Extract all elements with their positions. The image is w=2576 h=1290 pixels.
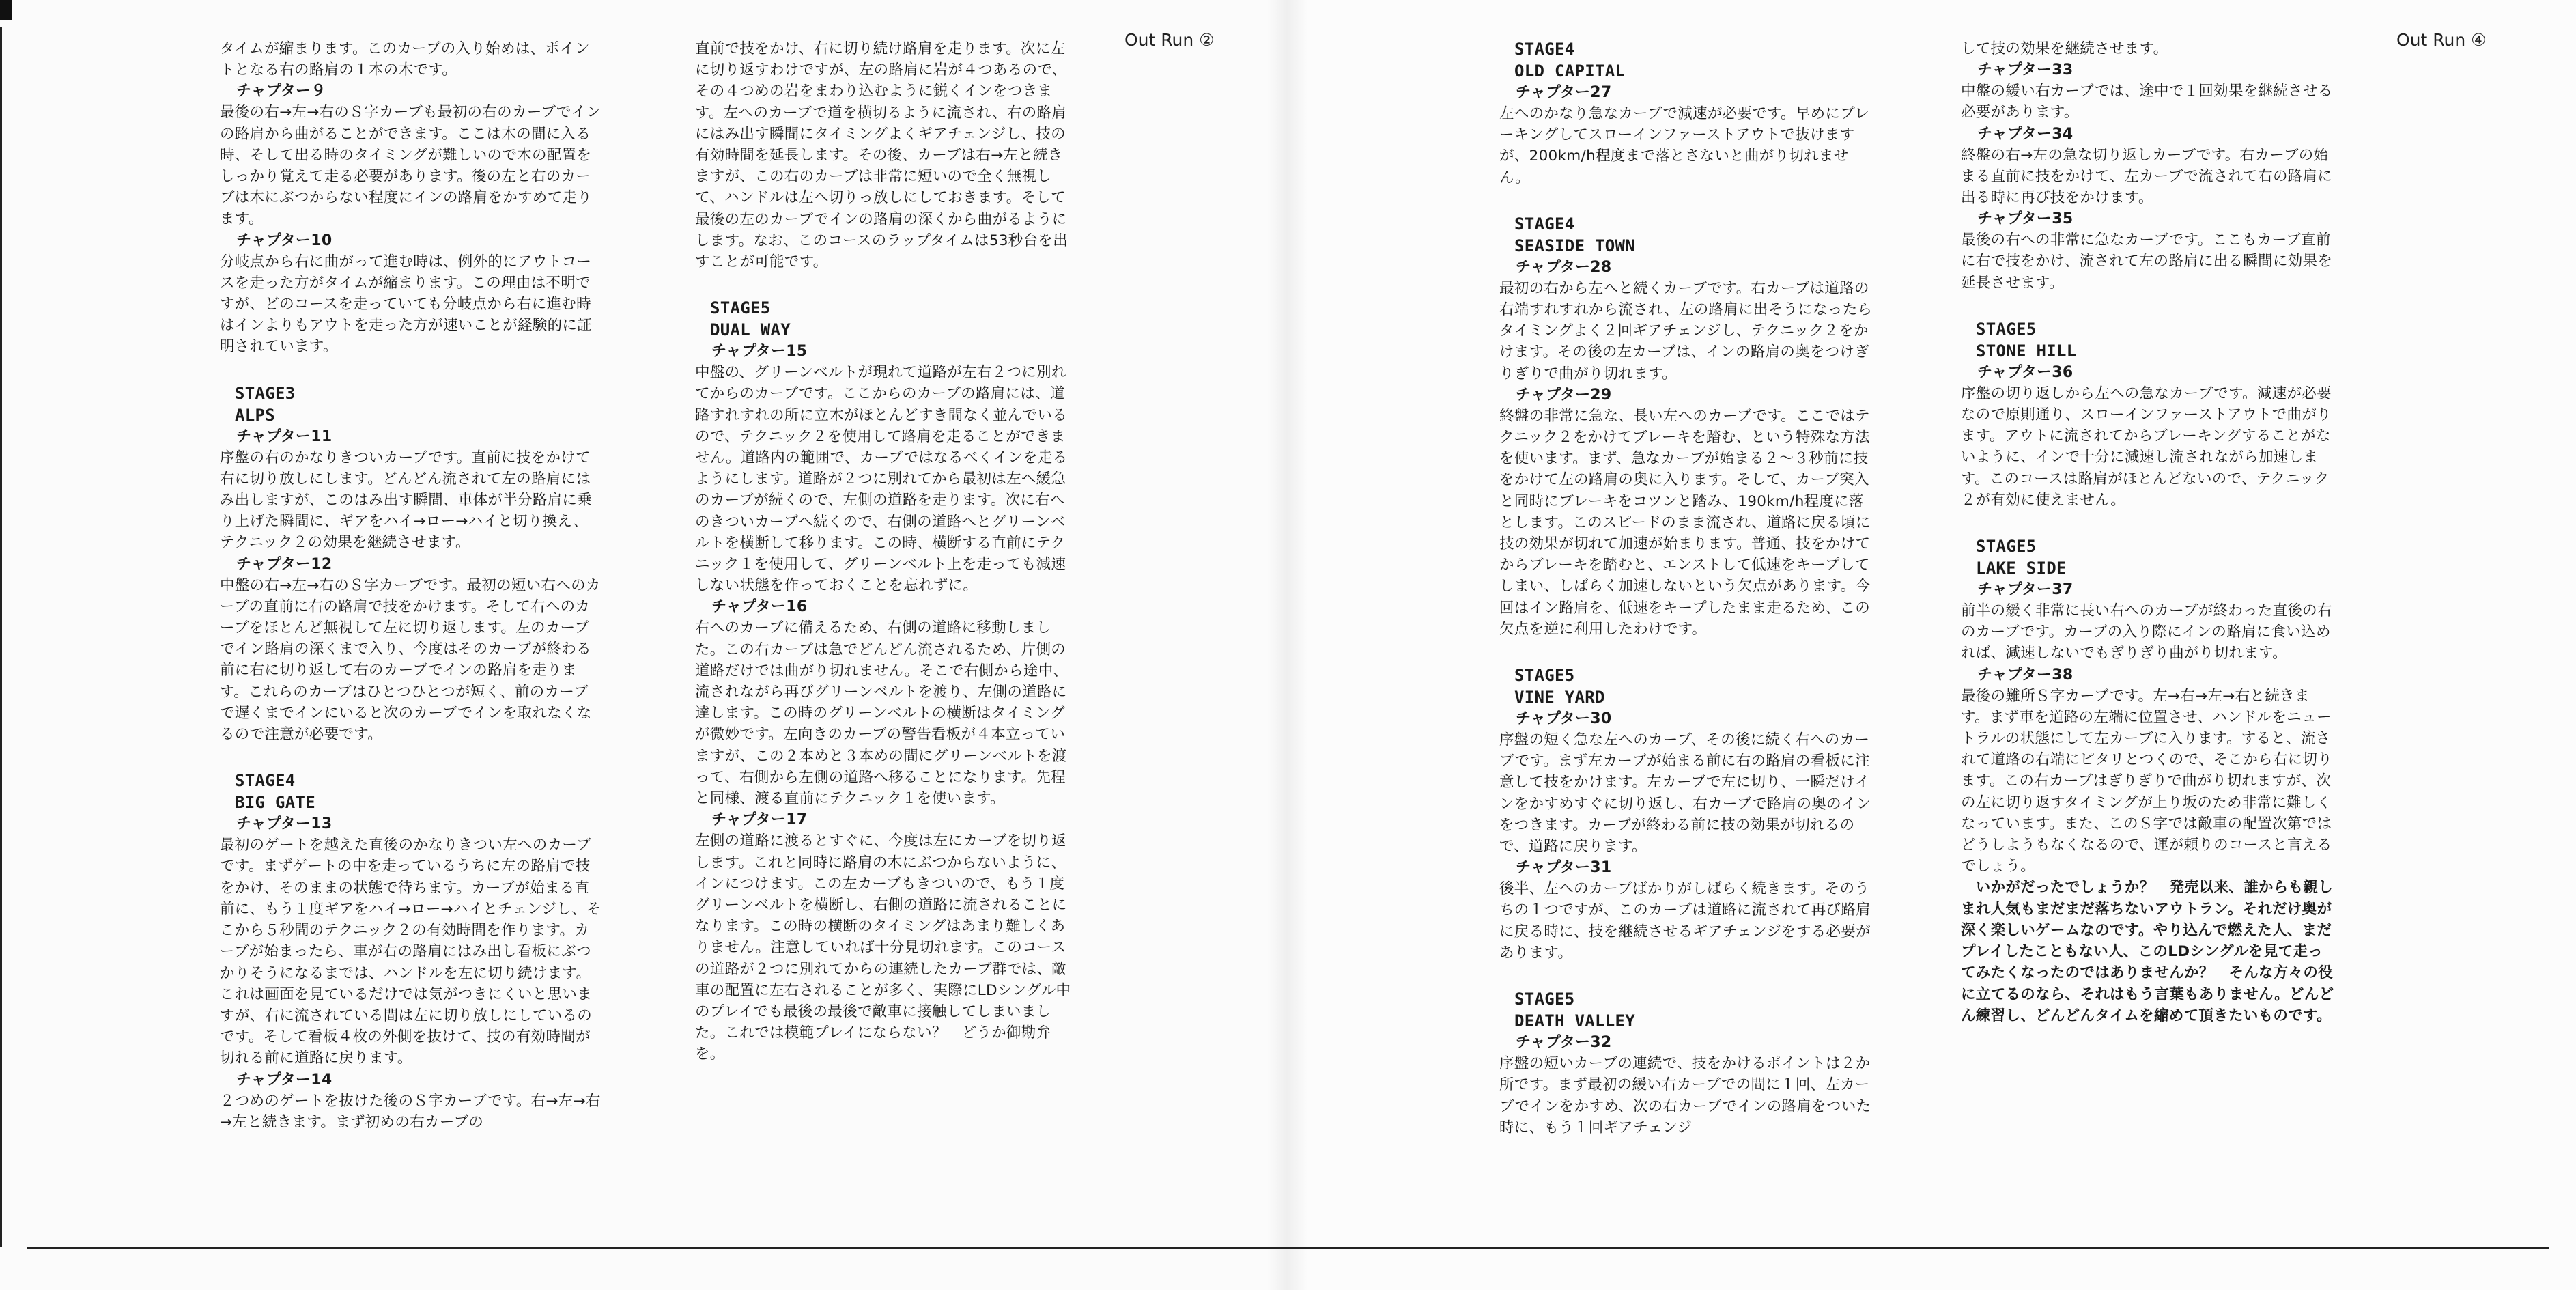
stage-name: DUAL WAY bbox=[710, 320, 791, 340]
stage-name: OLD CAPITAL bbox=[1514, 61, 1626, 81]
paragraph: 最後の難所Ｓ字カーブです。左→右→左→右と続きます。まず車を道路の左端に位置させ、ハンドルをニュートラルの状態にして左カーブに入ります。すると、流されて道路の右端にピタリとつくので、そこから右に切ります。この右カーブはぎりぎりで曲がり切れますが、次の左に切り返すタイミングが上り坂のため非常に難しくなっています。また、このＳ字では敵車の配置次第ではどうしようもなくなるので、運が頼りのコースと言えるでしょう。 bbox=[1961, 687, 2333, 875]
stage-name: DEATH VALLEY bbox=[1514, 1011, 1635, 1031]
paragraph: ２つめのゲートを抜けた後のＳ字カーブです。右→左→右→左と続きます。まず初めの右カーブの bbox=[220, 1092, 601, 1131]
chapter-heading: チャプター10 bbox=[236, 232, 332, 249]
paragraph: 最初の右から左へと続くカーブです。右カーブは道路の右端すれすれから流され、左の路肩に出そうになったらタイミングよく２回ギアチェンジし、テクニック２をかけます。その後の左カーブは、インの路肩の奥をつけぎりぎりで曲がり切れます。 bbox=[1499, 279, 1873, 382]
chapter-heading: チャプター27 bbox=[1516, 84, 1612, 101]
chapter-heading: チャプター14 bbox=[236, 1071, 332, 1089]
chapter-heading: チャプター28 bbox=[1516, 258, 1612, 276]
chapter-heading: チャプター31 bbox=[1516, 859, 1612, 877]
paragraph: 終盤の右→左の急な切り返しカーブです。右カーブの始まる直前に技をかけて、左カーブで流されて右の路肩に出る時に再び技をかけます。 bbox=[1961, 146, 2333, 207]
stage-name: ALPS bbox=[235, 405, 275, 425]
chapter-heading: チャプター38 bbox=[1977, 666, 2073, 684]
paragraph: 序盤の短いカーブの連続で、技をかけるポイントは２か所です。まず最初の緩い右カーブでの間に１回、左カーブでインをかすめ、次の右カーブでインの路肩をついた時に、もう１回ギアチェンジ bbox=[1499, 1055, 1871, 1136]
closing-paragraph: いかがだったでしょうか？ 発売以来、誰からも親しまれ人気もまだまだ落ちないアウトラン。それだけ奥が深く楽しいゲームなのです。やり込んで燃えた人、まだプレイしたこともない人、このLDシングルを見て走ってみたくなったのではありませんか？ そんな方々の役に立てるのなら、それはもう言葉もありません。どんどん練習し、どんどんタイムを縮めて頂きたいものです。 bbox=[1961, 879, 2334, 1024]
stage-name: VINE YARD bbox=[1514, 688, 1605, 707]
column-1 bbox=[220, 38, 602, 1133]
paragraph: 直前で技をかけ、右に切り続け路肩を走ります。次に左に切り返すわけですが、左の路肩に岩が４つあるので、その４つめの岩をまわり込むように鋭くインをつきます。左へのカーブで道を横切るように流され、右の路肩にはみ出す瞬間にタイミングよくギアチェンジし、技の有効時間を延長します。その後、カーブは右→左と続きますが、この右のカーブは非常に短いので全く無視して、ハンドルは左へ切りっ放しにしておきます。そして最後の左のカーブでインの路肩の深くから曲がるようにします。なお、このコースのラップタイムは53秒台を出すことが可能です。 bbox=[695, 40, 1068, 271]
page-header-right: Out Run ④ bbox=[2396, 30, 2487, 50]
paragraph: 中盤の、グリーンベルトが現れて道路が左右２つに別れてからのカーブです。ここからのカーブの路肩には、道路すれすれの所に立木がほとんどすき間なく並んでいるので、テクニック２を使用して路肩を走ることができません。道路内の範囲で、カーブではなるべくインを走るようにします。道路が２つに別れてから最初は左へ緩急のカーブが続くので、左側の道路を走ります。次に右へのきついカーブへ続くので、右側の道路へとグリーンベルトを横断して移ります。この時、横断する直前にテクニック１を使用して、グリーンベルト上を走っても減速しない状態を作っておくことを忘れずに。 bbox=[695, 364, 1068, 595]
column-2 bbox=[695, 38, 1077, 1065]
chapter-heading: チャプター33 bbox=[1977, 61, 2073, 79]
paragraph: 右へのカーブに備えるため、右側の道路に移動しました。この右カーブは急でどんどん流されるため、片側の道路だけでは曲がり切れません。そこで右側から途中、流されながら再びグリーンベルトを渡り、左側の道路に達します。この時のグリーンベルトの横断はタイミングが微妙です。左向きのカーブの警告看板が４本立っていますが、この２本めと３本めの間にグリーンベルトを渡って、右側から左側の道路へ移ることになります。先程と同様、渡る直前にテクニック１を使います。 bbox=[695, 619, 1068, 808]
chapter-heading: チャプター32 bbox=[1516, 1034, 1612, 1052]
page-gutter bbox=[1267, 0, 1308, 1290]
chapter-heading: チャプター11 bbox=[236, 427, 332, 445]
stage-name: LAKE SIDE bbox=[1976, 559, 2067, 578]
paragraph: 序盤の短く急な左へのカーブ、その後に続く右へのカーブです。まず左カーブが始まる前に右の路肩の看板に注意して技をかけます。左カーブで左に切り、一瞬だけインをかすめすぐに切り返し、右カーブで路肩の奥のインをつきます。カーブが終わる前に技の効果が切れるので、道路に戻ります。 bbox=[1499, 731, 1871, 856]
stage-block bbox=[1499, 988, 1873, 1032]
paragraph: 左へのかなり急なカーブで減速が必要です。早めにブレーキングしてスローインファーストアウトで抜けますが、200km/h程度まで落とさないと曲がり切れません。 bbox=[1499, 105, 1869, 186]
paragraph: タイムが縮まります。このカーブの入り始めは、ポイントとなる右の路肩の１本の木です。 bbox=[220, 40, 590, 79]
stage-block bbox=[220, 770, 602, 813]
page-header-left: Out Run ② bbox=[1124, 30, 1215, 50]
paragraph: 前半の緩く非常に長い右へのカーブが終わった直後の右のカーブです。カーブの入り際にインの路肩に食い込めれば、減速しないでもぎりぎり曲がり切れます。 bbox=[1961, 602, 2332, 662]
stage-name: STONE HILL bbox=[1976, 341, 2077, 361]
chapter-heading: チャプター30 bbox=[1516, 710, 1612, 728]
chapter-heading: チャプター36 bbox=[1977, 363, 2073, 381]
paragraph: 中盤の右→左→右のＳ字カーブです。最初の短い右へのカーブの直前に右の路肩で技をかけます。そして右へのカーブをほとんど無視して左に切り返します。左のカーブでイン路肩の深くまで入り、今度はそのカーブが終わる前に右に切り返して右のカーブでインの路肩を走ります。これらのカーブはひとつひとつが短く、前のカーブで遅くまでインにいると次のカーブでインを取れなくなるので注意が必要です。 bbox=[220, 576, 601, 744]
paragraph: 序盤の切り返しから左への急なカーブです。減速が必要なので原則通り、スローインファーストアウトで曲がります。アウトに流されてからブレーキングすることがないように、インで十分に減速し流されながら加速します。このコースは路肩がほとんどないので、テクニック２が有効に使えません。 bbox=[1961, 384, 2332, 509]
stage-block bbox=[1499, 38, 1873, 82]
paragraph: 終盤の非常に急な、長い左へのカーブです。ここではテクニック２をかけてブレーキを踏む、という特殊な方法を使います。まず、急なカーブが始まる２～３秒前に技をかけて左の路肩の奥に入ります。そして、カーブ突入と同時にブレーキをコツンと踏み、190km/h程度に落とします。このスピードのまま流され、道路に戻る頃に技の効果が切れて加速が始まります。普通、技をかけてからブレーキを踏むと、エンストして低速をキープしてしまい、しばらく加速しないという欠点があります。今回はイン路肩を、低速をキープしたまま走るため、この欠点を逆に利用したわけです。 bbox=[1499, 407, 1871, 638]
chapter-heading: チャプター13 bbox=[236, 815, 332, 833]
paragraph: 後半、左へのカーブばかりがしばらく続きます。そのうちの１つですが、このカーブは道路に流されて再び路肩に戻る時に、技を継続させるギアチェンジをする必要があります。 bbox=[1499, 880, 1871, 962]
right-page bbox=[1288, 0, 2576, 1290]
stage-number: STAGE4 bbox=[235, 771, 296, 791]
stage-number: STAGE5 bbox=[1976, 319, 2037, 339]
paragraph: 左側の道路に渡るとすぐに、今度は左にカーブを切り返します。これと同時に路肩の木にぶつからないように、インにつけます。この左カーブもきついので、もう１度グリーンベルトを横断し、右側の道路に流されることになります。この時の横断のタイミングはあまり難しくありません。注意していれば十分見切れます。このコースの道路が２つに別れてからの連続したカーブ群では、敵車の配置に左右されることが多く、実際にLDシングル中のプレイでも最後の最後で敵車に接触してしまいました。これでは模範プレイにならない？ どうか御勘弁を。 bbox=[695, 832, 1071, 1063]
stage-number: STAGE5 bbox=[1514, 666, 1575, 686]
chapter-heading: チャプター17 bbox=[711, 811, 808, 829]
paragraph: して技の効果を継続させます。 bbox=[1961, 40, 2168, 57]
paragraph: 最初のゲートを越えた直後のかなりきつい左へのカーブです。まずゲートの中を走っているうちに左の路肩で技をかけ、そのままの状態で待ちます。カーブが始まる直前に、もう１度ギアをハイ→ロー→ハイとチェンジし、そこから５秒間のテクニック２の有効時間を作ります。カーブが始まったら、車が右の路肩にはみ出し看板にぶつかりそうになるまでは、ハンドルを左に切り続けます。これは画面を見ているだけでは気がつきにくいと思いますが、右に流されている間は左に切り放しにしているのです。そして看板４枚の外側を抜けて、技の有効時間が切れる前に道路に戻ります。 bbox=[220, 837, 601, 1067]
chapter-heading: チャプター35 bbox=[1977, 210, 2073, 228]
chapter-heading: チャプター15 bbox=[711, 343, 808, 361]
paragraph: 最後の右への非常に急なカーブです。ここもカーブ直前に右で技をかけ、流されて左の路肩に出る瞬間に効果を延長させます。 bbox=[1961, 232, 2333, 292]
frame-left-rule bbox=[0, 27, 2, 1247]
chapter-heading: チャプター12 bbox=[236, 555, 332, 573]
stage-number: STAGE5 bbox=[710, 298, 771, 318]
stage-name: BIG GATE bbox=[235, 793, 315, 813]
stage-name: SEASIDE TOWN bbox=[1514, 236, 1635, 255]
chapter-heading: チャプター９ bbox=[236, 83, 326, 100]
stage-block bbox=[220, 382, 602, 426]
column-4 bbox=[1961, 38, 2335, 1026]
paragraph: 分岐点から右に曲がって進む時は、例外的にアウトコースを走った方がタイムが縮まります。この理由は不明ですが、どのコースを走っていても分岐点から右に進む時はインよりもアウトを走った方が速いことが経験的に証明されています。 bbox=[220, 253, 593, 356]
stage-number: STAGE5 bbox=[1514, 990, 1575, 1009]
paragraph: 中盤の緩い右カーブでは、途中で１回効果を継続させる必要があります。 bbox=[1961, 83, 2333, 122]
stage-number: STAGE3 bbox=[235, 383, 296, 403]
frame-bottom-rule bbox=[27, 1247, 2549, 1249]
stage-block bbox=[695, 297, 1077, 341]
stage-block bbox=[1499, 664, 1873, 708]
chapter-heading: チャプター29 bbox=[1516, 386, 1612, 404]
chapter-heading: チャプター37 bbox=[1977, 581, 2073, 599]
stage-number: STAGE5 bbox=[1976, 537, 2037, 557]
stage-block bbox=[1499, 213, 1873, 257]
paragraph: 序盤の右のかなりきついカーブです。直前に技をかけて右に切り放しにします。どんどん流されて左の路肩にはみ出しますが、このはみ出す瞬間、車体が半分路肩に乗り上げた瞬間に、ギアをハイ→ロー→ハイと切り換え、テクニック２の効果を継続させます。 bbox=[220, 449, 593, 552]
chapter-heading: チャプター16 bbox=[711, 598, 808, 616]
stage-number: STAGE4 bbox=[1514, 214, 1575, 234]
stage-block bbox=[1961, 535, 2335, 579]
chapter-heading: チャプター34 bbox=[1977, 125, 2073, 143]
stage-block bbox=[1961, 318, 2335, 362]
paragraph: 最後の右→左→右のＳ字カーブも最初の右のカーブでインの路肩から曲がることができます。ここは木の間に入る時、そして出る時のタイミングが難しいので木の配置をしっかり覚えて走る必要があります。後の左と右のカーブは木にぶつからない程度にインの路肩をかすめて走ります。 bbox=[220, 104, 601, 228]
corner-mark bbox=[0, 0, 12, 20]
column-3 bbox=[1499, 38, 1873, 1138]
stage-number: STAGE4 bbox=[1514, 40, 1575, 59]
